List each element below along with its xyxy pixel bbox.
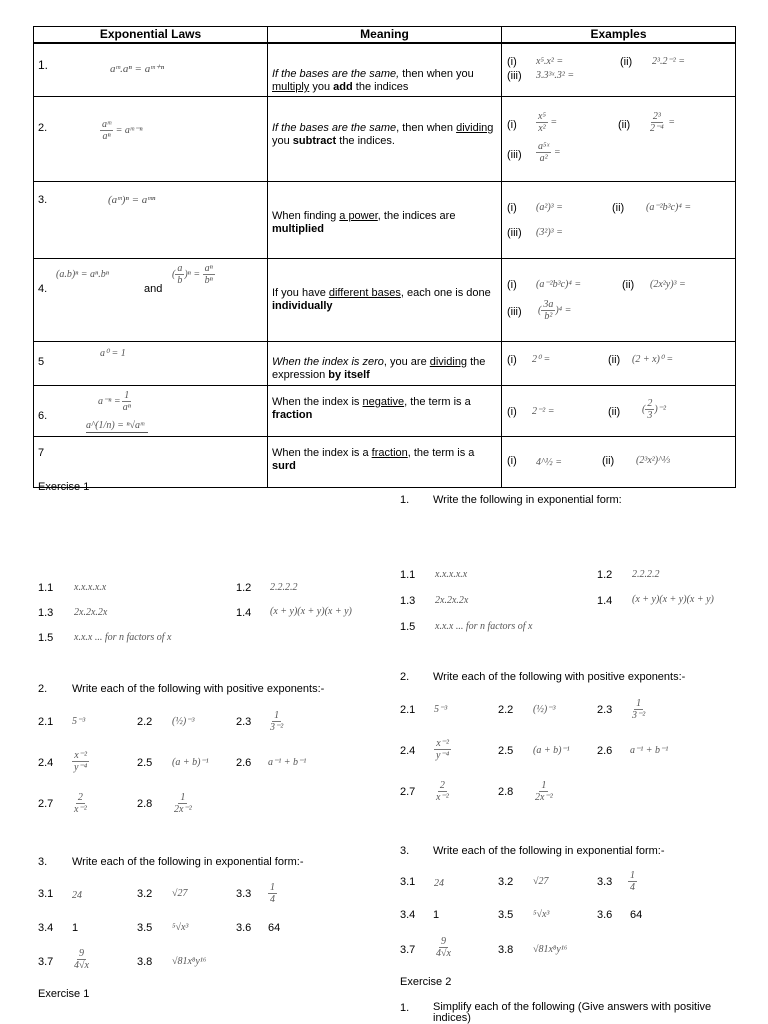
example-expr: 4^½ = [536,457,562,468]
item-number: 3.5 [137,922,153,934]
law-formula: (a.b)ⁿ = aⁿ.bⁿ [56,269,109,280]
example-expr: (a²)³ = [536,202,563,213]
item-expr: $\frac{1}{\text{3⁻²}}$ [632,698,646,721]
item-expr: $\frac{1}{4}$ [630,870,635,893]
item-expr: (a + b)⁻¹ [172,757,209,768]
question-text: Write each of the following in exponential form:- [433,845,665,857]
item-number: 1.5 [38,632,54,644]
table-header-row [34,27,736,44]
law-meaning: When the index is a fraction, the term is a surd [272,447,475,472]
example-label: (i) [507,56,517,68]
item-number: 2.6 [597,745,613,757]
question-text: Write each of the following with positive exponents:- [72,683,325,695]
item-expr: 1 [72,922,79,934]
law-meaning: When the index is zero, you are dividing the expression by itself [272,356,486,381]
item-number: 1.2 [236,582,252,594]
item-expr: a⁻¹ + b⁻¹ [630,745,669,756]
item-number: 3.3 [597,876,613,888]
table-row [34,43,736,97]
item-expr: x.x.x.x.x [74,582,107,593]
item-number: 1.1 [400,569,416,581]
item-expr: $\frac{1}{\text{2x⁻²}}$ [174,792,192,815]
item-expr: (a + b)⁻¹ [533,745,570,756]
law-formula: a⁰ = 1 [100,348,126,359]
item-expr: 1 [433,909,440,921]
item-expr: $\frac{1}{4}$ [270,882,275,905]
item-number: 3.6 [236,922,252,934]
example-expr: 2⁰ = [532,354,551,365]
example-expr: (2³x²)^⅓ [636,455,670,466]
item-expr: 64 [630,909,643,921]
example-label: (i) [507,354,517,366]
example-label: (ii) [622,279,635,291]
item-expr: 2.2.2.2 [270,582,298,593]
item-expr: a⁻¹ + b⁻¹ [268,757,307,768]
item-expr: $\frac{2}{\text{x⁻²}}$ [74,792,87,815]
table-row [34,259,736,342]
law-meaning: If the bases are the same, then when you multiply you add the indices [272,68,474,93]
law-number: 1. [38,58,49,72]
item-number: 3.8 [137,956,153,968]
law-number: 5 [38,356,45,368]
item-expr: $\frac{\text{x⁻²}}{\text{y⁻⁴}}$ [436,738,450,761]
example-expr: (3²)³ = [536,227,563,238]
example-expr: (2 + x)⁰ = [632,354,674,365]
item-number: 2.3 [597,704,613,716]
question-number: 3. [38,856,48,868]
item-expr: $\frac{2}{\text{x⁻²}}$ [436,780,449,803]
item-expr: 5⁻³ [434,704,448,715]
exercise-title: Exercise 2 [400,976,452,988]
item-number: 2.7 [400,786,416,798]
item-number: 1.2 [597,569,613,581]
law-formula-2: ( $\frac{a}{b}$ )ⁿ = $\frac{\text{aⁿ}}{\text{bⁿ}}$ [172,263,213,286]
example-expr: (a⁻²b³c)⁴ = [646,202,692,213]
example-label: (iii) [507,149,522,161]
item-expr: ⁵√x³ [172,922,189,933]
example-expr: $\frac{\text{a⁵ˣ}}{\text{a²}}$ = [538,141,561,164]
item-expr: $\frac{\text{x⁻²}}{\text{y⁻⁴}}$ [74,750,88,773]
header-meaning: Meaning [268,27,502,44]
item-expr: 24 [434,878,444,889]
law-formula: $\frac{\text{aᵐ}}{\text{aⁿ}}$ = aᵐ⁻ⁿ [102,119,143,142]
item-number: 1.4 [236,607,252,619]
item-number: 1.3 [400,595,416,607]
item-number: 2.2 [498,704,514,716]
law-number: 3. [38,194,48,206]
item-number: 2.1 [400,704,416,716]
law-formula: (aᵐ)ⁿ = aᵐⁿ [108,194,156,206]
item-number: 1.3 [38,607,54,619]
item-expr: (x + y)(x + y)(x + y) [632,594,714,605]
item-number: 2.7 [38,798,54,810]
law-number: 4. [38,283,48,295]
item-expr: $\frac{1}{\text{3⁻²}}$ [270,710,284,733]
question-text: Write each of the following with positive exponents:- [433,671,686,683]
example-label: (i) [507,455,517,467]
item-number: 3.4 [400,909,416,921]
item-expr: $\frac{1}{\text{2x⁻²}}$ [535,780,553,803]
question-number: 1. [400,1002,410,1014]
item-expr: x.x.x.x.x [435,569,468,580]
item-number: 2.8 [498,786,514,798]
example-expr: (a⁻²b³c)⁴ = [536,279,582,290]
header-examples: Examples [502,27,736,44]
law-meaning: If you have different bases, each one is done individually [272,287,491,312]
table-row [34,437,736,488]
item-expr: (x + y)(x + y)(x + y) [270,606,352,617]
table-row [34,97,736,182]
item-expr: √27 [172,888,188,899]
item-expr: 24 [72,890,82,901]
item-number: 3.2 [498,876,514,888]
law-meaning: If the bases are the same, then when dividing you subtract the indices. [272,122,494,147]
item-expr: 2x.2x.2x [74,607,108,618]
law-formula-2: a^(1/n) = ⁿ√aᵐ [86,420,148,433]
example-label: (iii) [507,70,522,82]
law-number: 7 [38,447,45,459]
example-label: (i) [507,279,517,291]
question-text: Simplify each of the following (Give answers with positive indices) [433,1001,712,1024]
table-row [34,342,736,386]
example-label: (ii) [620,56,633,68]
law-number: 6. [38,410,48,422]
law-meaning: When the index is negative, the term is a fraction [272,396,471,421]
item-number: 2.4 [400,745,416,757]
item-expr: ⁵√x³ [533,909,550,920]
example-expr: $\frac{\text{2³}}{\text{2⁻⁴}}$ = [650,111,676,134]
exponential-laws-table [33,26,736,488]
item-expr: x.x.x ... for n factors of x [435,621,533,632]
example-label: (i) [507,119,517,131]
item-number: 2.2 [137,716,153,728]
item-expr: $\frac{9}{4√x}$ [74,948,89,971]
item-expr: (½)⁻³ [533,704,556,715]
table-row [34,182,736,259]
example-label: (iii) [507,306,522,318]
question-text: Write the following in exponential form: [433,494,622,506]
example-expr: $\frac{\text{x⁵}}{\text{x²}}$ = [538,111,558,134]
item-number: 2.3 [236,716,252,728]
law-formula: aᵐ.aⁿ = aᵐ⁺ⁿ [110,63,165,75]
item-expr: 2x.2x.2x [435,595,469,606]
item-number: 3.1 [38,888,54,900]
item-expr: $\frac{9}{4√x}$ [436,936,451,959]
item-number: 3.7 [38,956,54,968]
item-number: 3.4 [38,922,54,934]
example-label: (ii) [602,455,615,467]
item-expr: 64 [268,922,281,934]
law-formula: a⁻ⁿ = $\frac{1}{\text{aⁿ}}$ [98,390,131,413]
item-number: 2.5 [137,757,153,769]
law-meaning: When finding a power, the indices are multiplied [272,210,456,235]
example-expr: 2³.2⁻² = [652,56,686,67]
example-expr: ( $\frac{3a}{\text{b²}}$ )⁴ = [538,299,572,322]
example-expr: 3.3³ˣ.3² = [536,70,575,81]
item-expr: 2.2.2.2 [632,569,660,580]
exercise-title: Exercise 1 [38,481,90,493]
item-number: 2.5 [498,745,514,757]
item-number: 1.1 [38,582,54,594]
item-number: 2.6 [236,757,252,769]
item-expr: 5⁻³ [72,716,86,727]
question-number: 1. [400,494,410,506]
item-expr: (½)⁻³ [172,716,195,727]
example-expr: x⁵.x² = [536,56,564,67]
example-label: (i) [507,406,517,418]
example-label: (ii) [618,119,631,131]
example-label: (ii) [608,354,621,366]
question-number: 2. [38,683,48,695]
item-number: 1.4 [597,595,613,607]
item-number: 3.8 [498,944,514,956]
example-expr: (2x²y)³ = [650,279,686,290]
law-and: and [144,283,163,295]
item-number: 3.6 [597,909,613,921]
example-expr: 2⁻² = [532,406,555,417]
example-expr: ( $\frac{2}{3}$ )⁻² [642,398,666,421]
item-number: 3.5 [498,909,514,921]
question-text: Write each of the following in exponential form:- [72,856,304,868]
item-number: 2.4 [38,757,54,769]
item-expr: √27 [533,876,549,887]
law-number: 2. [38,122,48,134]
example-label: (ii) [612,202,625,214]
example-label: (i) [507,202,517,214]
item-number: 3.3 [236,888,252,900]
item-number: 2.8 [137,798,153,810]
item-expr: x.x.x ... for n factors of x [74,632,172,643]
example-label: (ii) [608,406,621,418]
item-number: 3.1 [400,876,416,888]
item-expr: √81x⁸y¹⁶ [533,944,568,955]
exercise-title: Exercise 1 [38,988,90,1000]
table-row [34,386,736,437]
header-laws: Exponential Laws [34,27,268,44]
example-label: (iii) [507,227,522,239]
item-number: 3.7 [400,944,416,956]
item-number: 2.1 [38,716,54,728]
item-number: 1.5 [400,621,416,633]
item-number: 3.2 [137,888,153,900]
question-number: 2. [400,671,410,683]
question-number: 3. [400,845,410,857]
item-expr: √81x⁸y¹⁶ [172,956,207,967]
